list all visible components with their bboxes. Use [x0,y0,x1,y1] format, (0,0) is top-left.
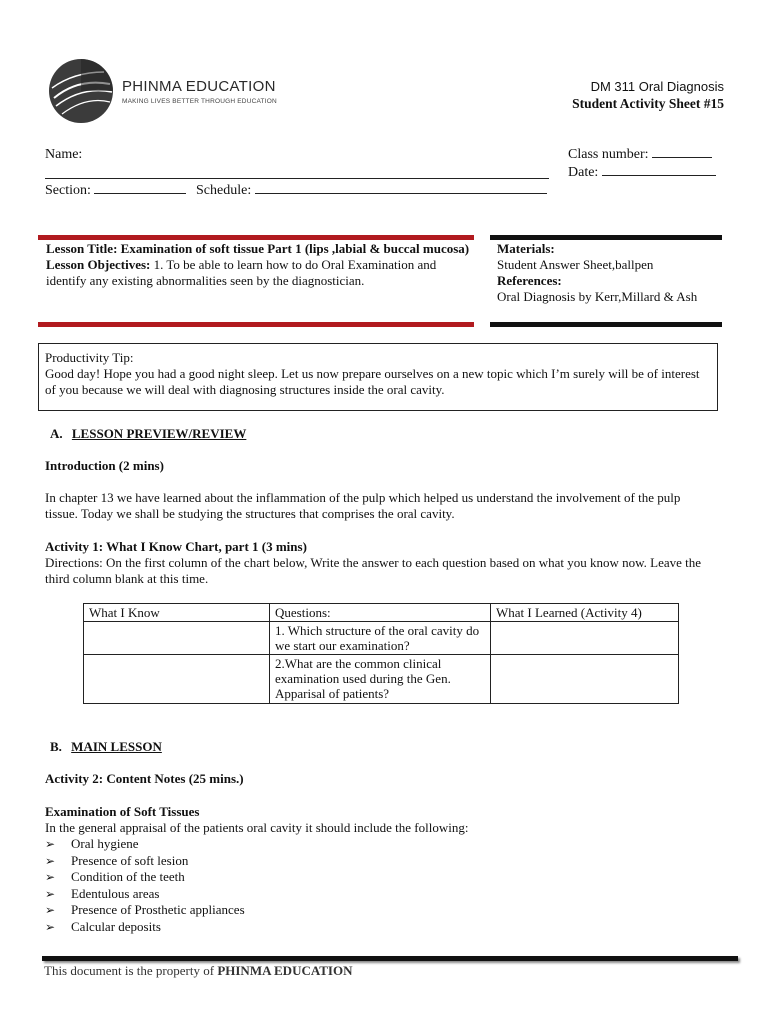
lesson-top-bar [38,235,474,240]
materials-top-bar [490,235,722,240]
course-code: DM 311 Oral Diagnosis [590,79,724,94]
chart-question-cell: 2.What are the common clinical examination used during the Gen. Apparisal of patients? [270,655,491,704]
date-line [602,175,716,176]
footer-text [44,963,353,979]
phinma-logo [48,58,288,128]
name-field[interactable] [45,147,82,163]
class-number-line [652,157,712,158]
list-item [45,869,245,886]
arrow-bullet-icon: ➢ [45,886,56,901]
logo-name: PHINMA EDUCATION [122,78,276,95]
lesson-objectives-text: 1. To be able to learn how to do Oral Examination and identify any existing abnormalities seen by the diagnostician. [46,257,437,288]
logo-tagline: MAKING LIVES BETTER THROUGH EDUCATION [122,98,277,105]
lesson-title-text: Examination of soft tissue Part 1 (lips ,labial & buccal mucosa) [120,241,470,256]
activity1-heading: Activity 1: What I Know Chart, part 1 (3 mins) [45,539,307,554]
section-a-heading [50,426,246,442]
lesson-title-label: Lesson Title: [46,241,118,256]
arrow-bullet-icon: ➢ [45,853,56,868]
footer-prefix: This document is the property of [44,963,215,978]
activity2-heading: Activity 2: Content Notes (25 mins.) [45,771,244,786]
list-item-text: Presence of Prosthetic appliances [71,902,245,918]
list-item [45,902,245,919]
activity1-directions: Directions: On the first column of the chart below, Write the answer to each question based on what you know now. Leave the third column blank at this time. [45,555,702,586]
section-b-heading [50,739,162,755]
references-text: Oral Diagnosis by Kerr,Millard & Ash [497,289,698,304]
schedule-label: Schedule: [196,183,252,198]
lesson-info [46,241,476,289]
chart-header-know: What I Know [84,604,270,622]
exam-heading: Examination of Soft Tissues [45,804,200,819]
list-item-text: Edentulous areas [71,885,160,901]
section-a-letter: A. [50,426,63,441]
arrow-bullet-icon: ➢ [45,903,56,918]
list-item-text: Oral hygiene [71,836,139,851]
chart-header-learned: What I Learned (Activity 4) [491,604,679,622]
exam-intro: In the general appraisal of the patients oral cavity it should include the following: [45,820,469,835]
chart-row [84,622,679,655]
section-field[interactable] [45,183,186,199]
section-a-title: LESSON PREVIEW/REVIEW [71,426,247,441]
intro-heading: Introduction (2 mins) [45,458,164,473]
schedule-field[interactable] [196,183,547,199]
chart-header-row [84,604,679,622]
what-i-know-chart [83,603,679,704]
references-label: References: [497,273,562,288]
schedule-line [255,193,547,194]
list-item-text: Presence of soft lesion [71,852,189,868]
productivity-tip-box [38,343,718,411]
chart-learned-cell[interactable] [491,622,679,655]
list-item-text: Condition of the teeth [71,869,185,885]
sheet-title: Student Activity Sheet #15 [572,96,724,111]
exam-checklist [45,836,245,936]
class-number-label: Class number: [568,147,649,162]
materials-text: Student Answer Sheet,ballpen [497,257,654,272]
section-line [94,193,186,194]
materials-label: Materials: [497,241,555,256]
list-item [45,853,245,870]
chart-answer-cell[interactable] [84,622,270,655]
footer-owner: PHINMA EDUCATION [217,963,353,978]
lesson-title [46,241,476,257]
footer-bar [42,956,738,961]
chart-row [84,655,679,704]
arrow-bullet-icon: ➢ [45,919,56,934]
name-line [45,178,549,179]
chart-header-questions: Questions: [270,604,491,622]
materials-info [497,241,722,305]
lesson-bottom-bar [38,322,474,327]
section-b-title: MAIN LESSON [71,739,162,754]
date-label: Date: [568,165,599,180]
intro-text: In chapter 13 we have learned about the inflammation of the pulp which helped us understand the involvement of the pulp tissue. Today we shall be studying the structures that comprises the oral cavity. [45,490,681,521]
section-b-letter: B. [50,739,62,754]
date-field[interactable] [568,165,716,181]
tip-label: Productivity Tip: [45,350,134,365]
list-item [45,836,245,853]
lesson-objectives [46,257,476,289]
list-item [45,886,245,903]
class-number-field[interactable] [568,147,712,163]
arrow-bullet-icon: ➢ [45,870,56,885]
phinma-globe-icon [48,58,114,124]
arrow-bullet-icon: ➢ [45,837,56,851]
name-label: Name: [45,147,83,162]
list-item [45,919,245,936]
list-item-text: Calcular deposits [71,918,161,934]
materials-bottom-bar [490,322,722,327]
chart-learned-cell[interactable] [491,655,679,704]
chart-question-cell: 1. Which structure of the oral cavity do we start our examination? [270,622,491,655]
chart-answer-cell[interactable] [84,655,270,704]
lesson-objectives-label: Lesson Objectives: [46,257,151,272]
tip-text: Good day! Hope you had a good night sleep. Let us now prepare ourselves on a new topic which I’m surely will be of interest of you because we will deal with diagnosing structures inside the oral cavity. [45,366,700,397]
section-label: Section: [45,183,91,198]
